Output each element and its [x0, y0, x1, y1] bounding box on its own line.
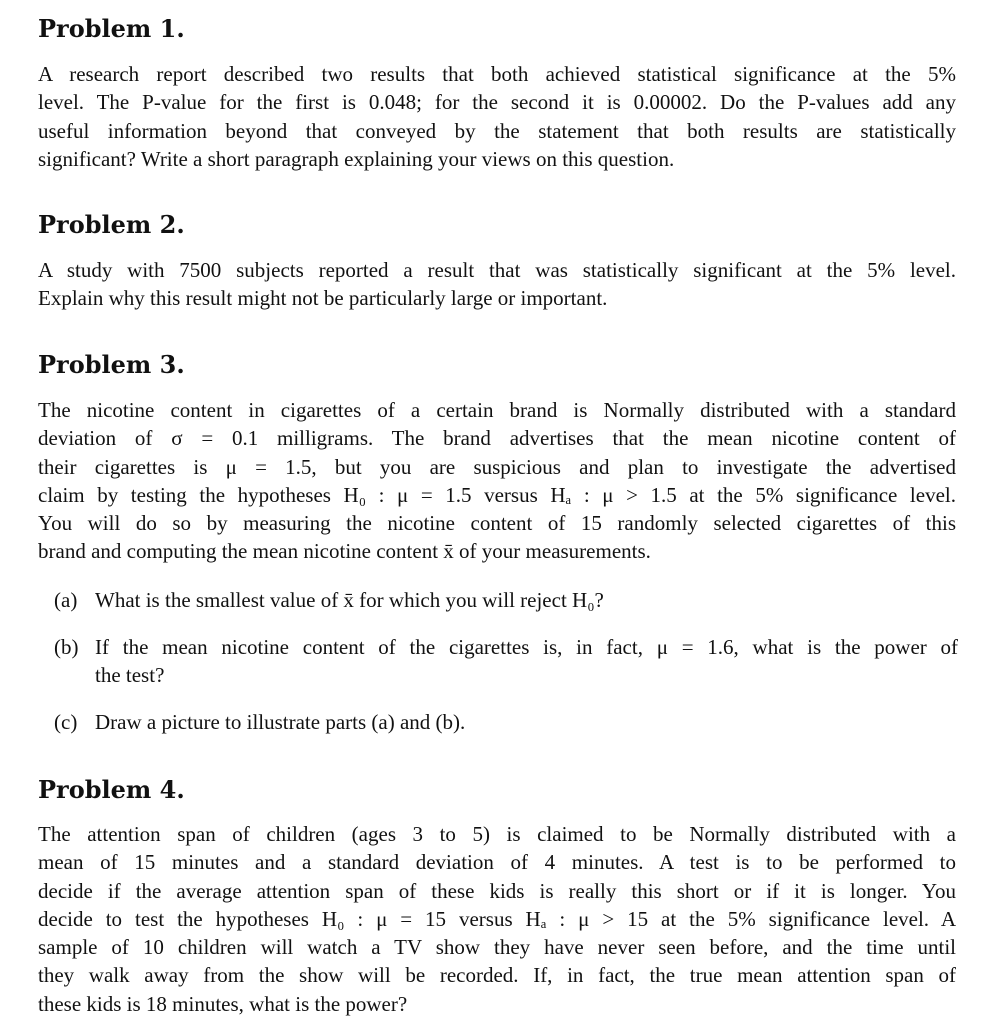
part-marker: (a)	[54, 588, 78, 612]
problem-1-line: A research report described two results that both achieved statistical significance at the 5%	[38, 62, 956, 86]
part-marker: (b)	[54, 635, 79, 659]
part-marker: (c)	[54, 710, 78, 734]
problem-2-line: Explain why this result might not be particularly large or important.	[38, 286, 608, 311]
problem-4-title: Problem 4.	[38, 775, 185, 804]
problem-3-part-b	[54, 633, 958, 690]
problem-3-line: claim by testing the hypotheses H₀ : μ = 1.5 versus Hₐ : μ > 1.5 at the 5% significance level.	[38, 482, 956, 507]
problem-4-line: these kids is 18 minutes, what is the power?	[38, 991, 408, 1016]
part-c-text: Draw a picture to illustrate parts (a) and (b).	[95, 710, 466, 734]
part-b-text: If the mean nicotine content of the cigarettes is, in fact, μ = 1.6, what is the power of	[95, 635, 958, 659]
problem-2-line: A study with 7500 subjects reported a result that was statistically significant at the 5% level.	[38, 258, 956, 282]
problem-4-line: sample of 10 children will watch a TV show they have never seen before, and the time until	[38, 935, 956, 960]
problem-3-line: You will do so by measuring the nicotine content of 15 randomly selected cigarettes of this	[38, 511, 956, 536]
problem-3-line: deviation of σ = 0.1 milligrams. The brand advertises that the mean nicotine content of	[38, 426, 956, 451]
problem-1-line: useful information beyond that conveyed by the statement that both results are statistically	[38, 118, 956, 143]
problem-3-line: brand and computing the mean nicotine content x̄ of your measurements.	[38, 539, 651, 564]
problem-4-line: The attention span of children (ages 3 to 5) is claimed to be Normally distributed with a	[38, 822, 956, 846]
problem-1-text	[38, 60, 956, 173]
problem-3-line: The nicotine content in cigarettes of a certain brand is Normally distributed with a standard	[38, 398, 956, 422]
problem-4-text	[38, 820, 956, 1018]
problem-3-part-a	[54, 586, 958, 614]
problem-3-part-c	[54, 708, 958, 736]
part-a-text: What is the smallest value of x̄ for which you will reject H₀?	[95, 588, 604, 612]
problem-3-line: their cigarettes is μ = 1.5, but you are suspicious and plan to investigate the advertised	[38, 454, 956, 479]
problem-1-line: significant? Write a short paragraph explaining your views on this question.	[38, 146, 675, 171]
problem-2-title: Problem 2.	[38, 210, 185, 239]
problem-3-text	[38, 396, 956, 566]
problem-3-title: Problem 3.	[38, 350, 185, 379]
problem-4-line: mean of 15 minutes and a standard deviation of 4 minutes. A test is to be performed to	[38, 850, 956, 875]
problem-4-line: decide to test the hypotheses H₀ : μ = 15 versus Hₐ : μ > 15 at the 5% significance level. A	[38, 906, 956, 931]
problem-1-line: level. The P-value for the first is 0.048; for the second it is 0.00002. Do the P-values add any	[38, 90, 956, 115]
problem-1-title: Problem 1.	[38, 14, 185, 43]
part-b-text: the test?	[95, 663, 165, 688]
problem-4-line: they walk away from the show will be recorded. If, in fact, the true mean attention span of	[38, 963, 956, 988]
problem-2-text	[38, 256, 956, 313]
problem-4-line: decide if the average attention span of these kids is really this short or if it is longer. You	[38, 878, 956, 903]
